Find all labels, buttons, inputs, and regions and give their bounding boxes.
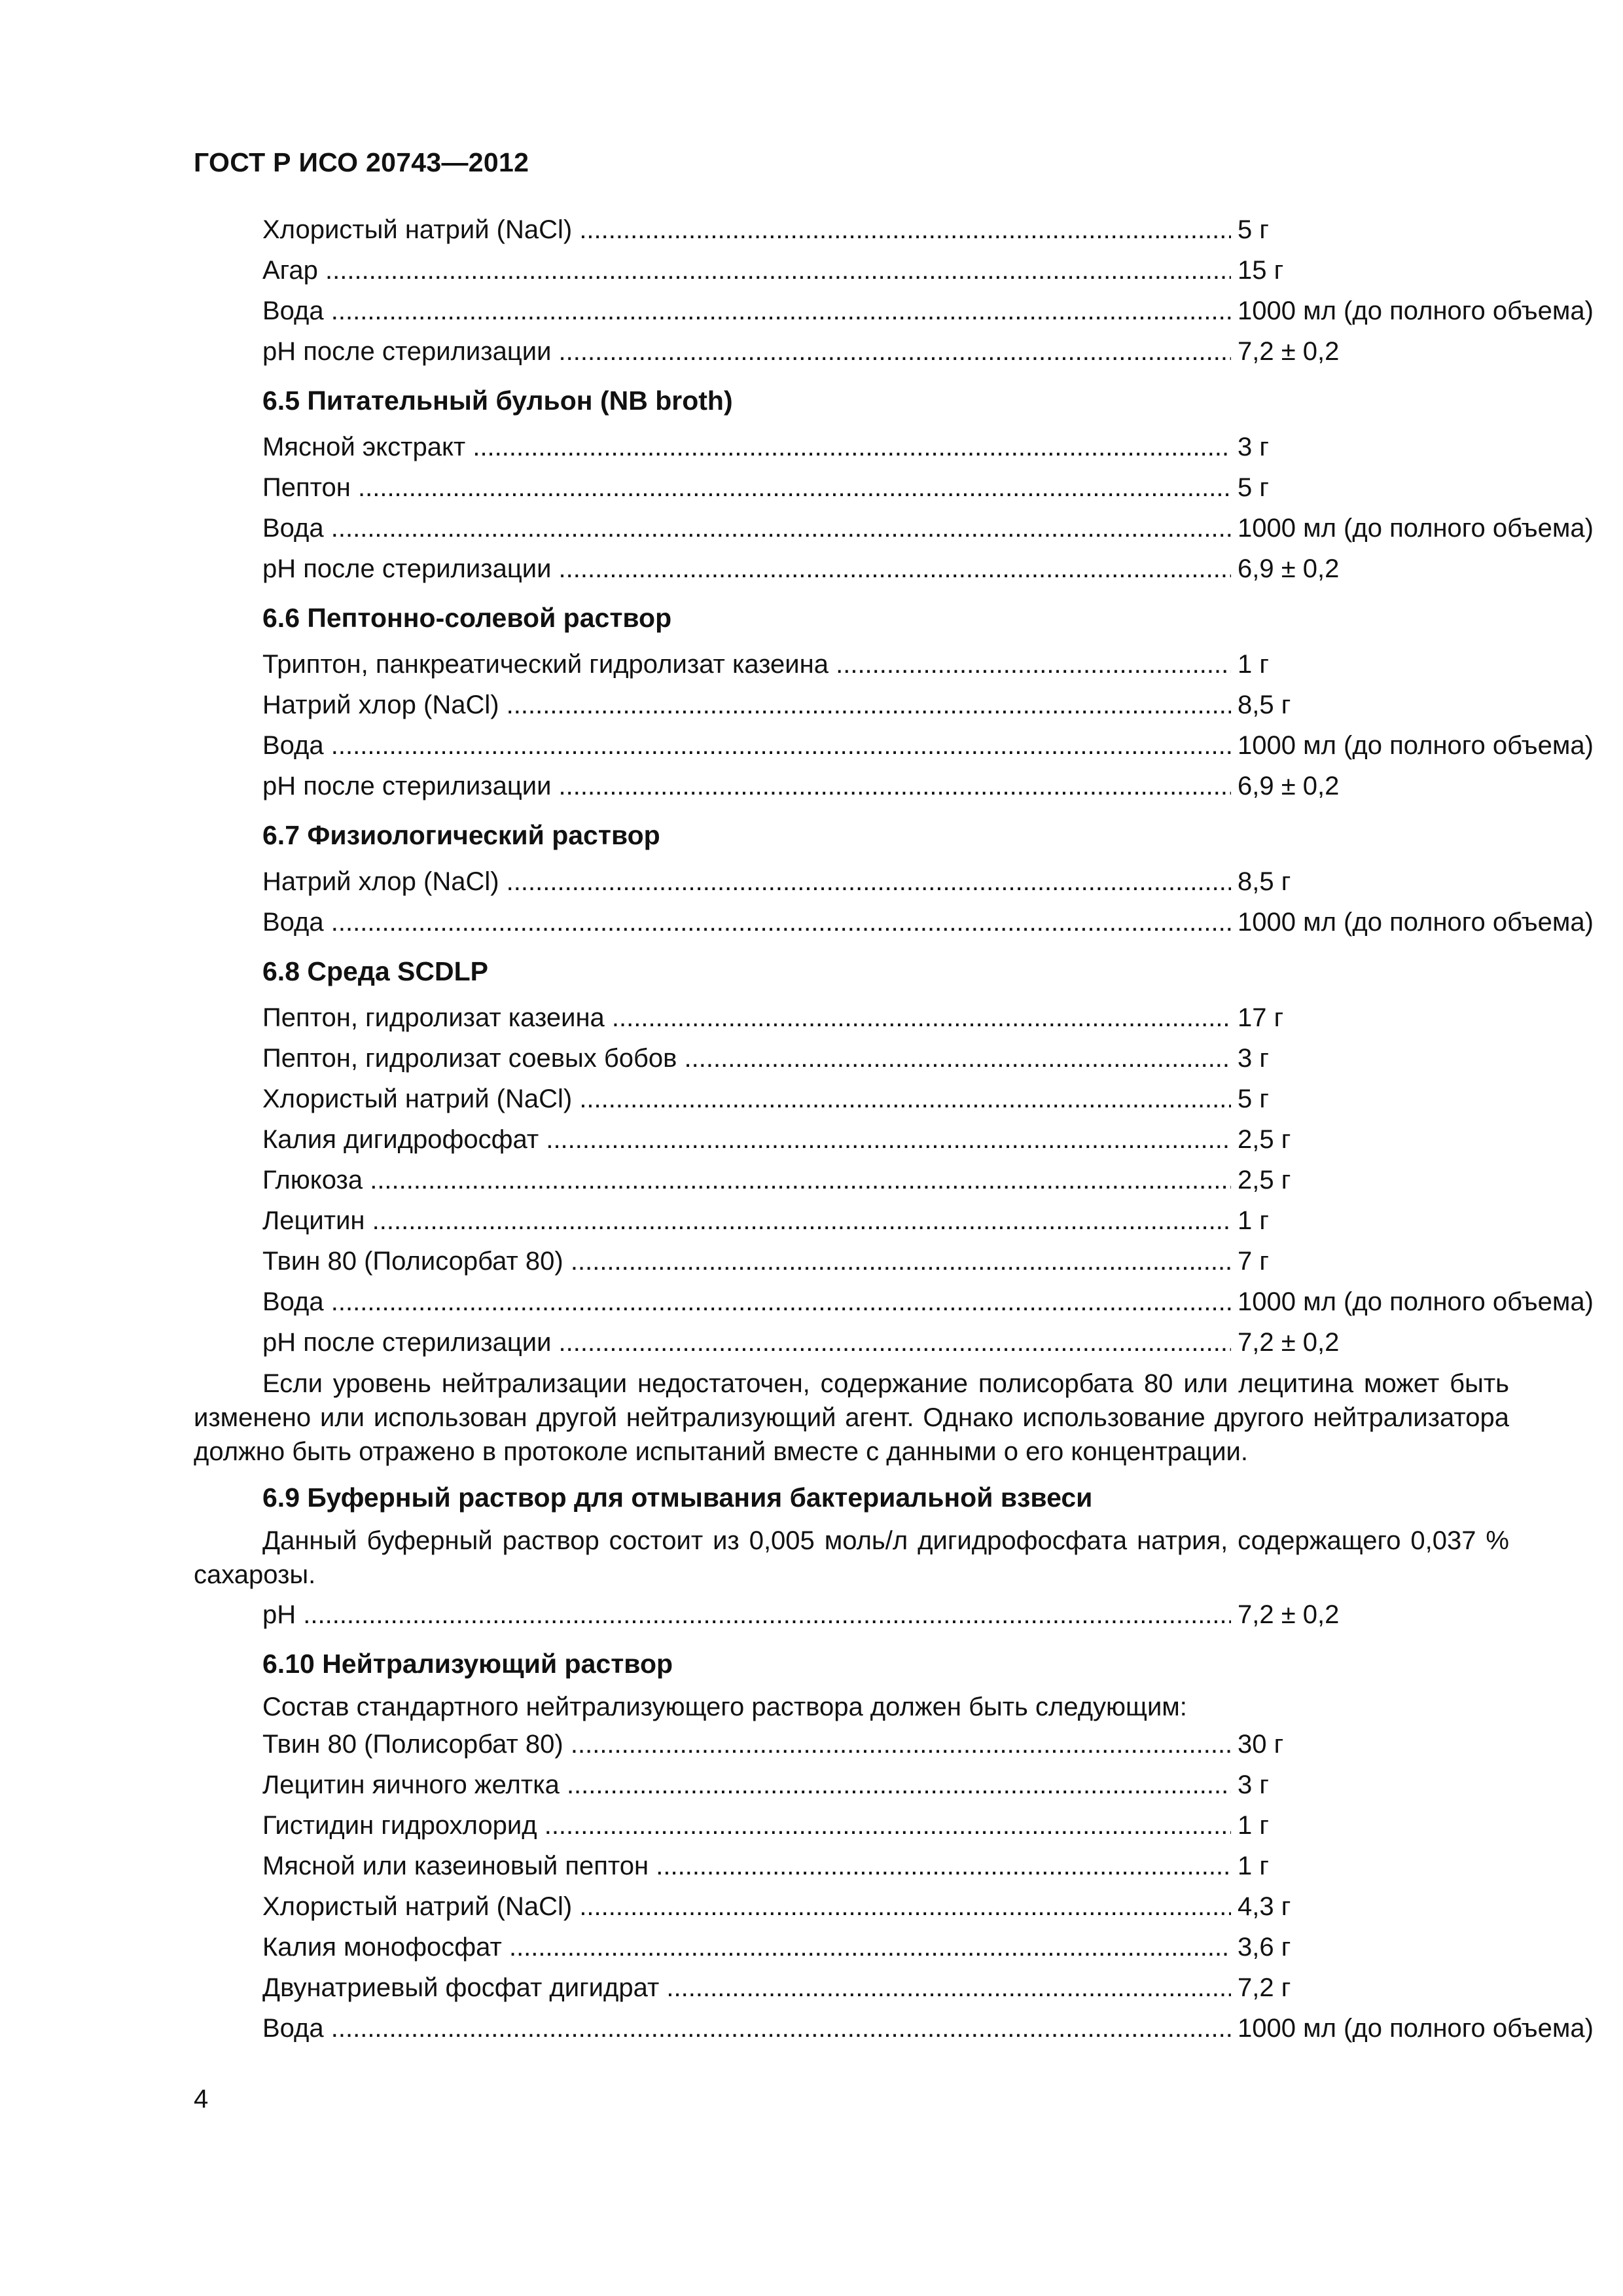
ingredient-value: 1 г [1238, 1852, 1269, 1880]
ingredient-value: 5 г [1238, 1085, 1269, 1113]
ingredient-name: рН после стерилизации ..... [262, 766, 1231, 806]
ingredient-value: 2,5 г [1238, 1166, 1291, 1194]
ingredient-row [194, 1038, 1509, 1079]
ingredient-name: Хлористый натрий (NaCl) ..... [262, 1079, 1231, 1119]
ingredient-value: 1000 мл (до полного объема) [1238, 2014, 1594, 2043]
section-heading: 6.10 Нейтрализующий раствор [262, 1649, 673, 1679]
document-header: ГОСТ Р ИСО 20743—2012 [194, 147, 529, 177]
ingredient-name: Хлористый натрий (NaCl) ..... [262, 1886, 1231, 1927]
ingredient-row [194, 1927, 1509, 1967]
section-intro: Состав стандартного нейтрализующего раствора должен быть следующим: [262, 1693, 1187, 1721]
ingredient-name: Хлористый натрий (NaCl) ..... [262, 209, 1231, 250]
ingredient-name: Двунатриевый фосфат дигидрат ..... [262, 1967, 1231, 2008]
ingredient-row [194, 902, 1594, 942]
ingredient-value: 4,3 г [1238, 1892, 1291, 1921]
ingredient-name: Лецитин ..... [262, 1200, 1231, 1241]
page-number: 4 [194, 2085, 209, 2113]
ingredient-name: рН после стерилизации ..... [262, 331, 1231, 372]
ingredient-name: Гистидин гидрохлорид ..... [262, 1805, 1231, 1846]
ingredient-row [194, 861, 1509, 902]
ingredient-name: Калия монофосфат ..... [262, 1927, 1231, 1967]
ingredient-value: 3 г [1238, 433, 1269, 461]
section-heading: 6.7 Физиологический раствор [262, 820, 660, 850]
ingredient-name: Вода ..... [262, 508, 1231, 548]
ingredient-value: 5 г [1238, 215, 1269, 244]
ingredient-row [194, 1886, 1509, 1927]
section-heading: 6.5 Питательный бульон (NB broth) [262, 386, 733, 416]
ingredient-value: 1000 мл (до полного объема) [1238, 731, 1594, 760]
ingredient-name: Пептон, гидролизат казеина ..... [262, 997, 1231, 1038]
ingredient-name: Вода ..... [262, 2008, 1231, 2049]
ingredient-value: 7,2 г [1238, 1973, 1291, 2002]
ingredient-row [194, 250, 1509, 291]
ingredient-row [194, 1846, 1509, 1886]
ingredient-row [194, 1282, 1594, 1322]
ingredient-row [194, 2008, 1594, 2049]
ingredient-name: Твин 80 (Полисорбат 80) ..... [262, 1241, 1231, 1282]
ingredient-value: 1 г [1238, 1206, 1269, 1235]
ingredient-row [194, 685, 1509, 725]
ingredient-row [194, 291, 1594, 331]
ingredient-value: 1000 мл (до полного объема) [1238, 1287, 1594, 1316]
ingredient-row [194, 209, 1509, 250]
ingredient-value: 7,2 ± 0,2 [1238, 1600, 1340, 1629]
ingredient-value: 2,5 г [1238, 1125, 1291, 1154]
ingredient-value: 7 г [1238, 1247, 1269, 1276]
ingredient-row [194, 1724, 1509, 1765]
ingredient-value: 1000 мл (до полного объема) [1238, 514, 1594, 543]
ingredient-name: Лецитин яичного желтка ..... [262, 1765, 1231, 1805]
ingredient-name: Натрий хлор (NaCl) ..... [262, 685, 1231, 725]
ingredient-row [194, 1119, 1509, 1160]
ingredient-value: 5 г [1238, 473, 1269, 502]
ingredient-row [194, 766, 1509, 806]
ingredient-name: Пептон ..... [262, 467, 1231, 508]
ingredient-row [194, 1079, 1509, 1119]
ingredient-value: 8,5 г [1238, 867, 1291, 896]
ingredient-value: 17 г [1238, 1003, 1284, 1032]
section-heading: 6.8 Среда SCDLP [262, 956, 489, 986]
ingredient-name: Твин 80 (Полисорбат 80) ..... [262, 1724, 1231, 1765]
ingredient-value: 6,9 ± 0,2 [1238, 772, 1340, 800]
ingredient-row [194, 508, 1594, 548]
ingredient-name: рН после стерилизации ..... [262, 1322, 1231, 1363]
ingredient-row [194, 331, 1509, 372]
ingredient-row [194, 1967, 1509, 2008]
ingredient-row [194, 1594, 1509, 1635]
ingredient-name: Агар ..... [262, 250, 1231, 291]
ingredient-name: Пептон, гидролизат соевых бобов ..... [262, 1038, 1231, 1079]
section-note: Если уровень нейтрализации недостаточен, содержание полисорбата 80 или лецитина может быть изменено или использован другой нейтрализующий агент. Однако использование другого нейтрализатора должно быть отражено в протоколе испытаний вместе с данными о его концентрации. [194, 1369, 1509, 1466]
ingredient-value: 3 г [1238, 1770, 1269, 1799]
ingredient-row [194, 548, 1509, 589]
ingredient-row [194, 1160, 1509, 1200]
ingredient-name: Натрий хлор (NaCl) ..... [262, 861, 1231, 902]
ingredient-name: рН после стерилизации ..... [262, 548, 1231, 589]
ingredient-value: 1 г [1238, 1811, 1269, 1840]
ingredient-name: Вода ..... [262, 291, 1231, 331]
ingredient-value: 3,6 г [1238, 1933, 1291, 1962]
ingredient-row [194, 1241, 1509, 1282]
ingredient-name: Калия дигидрофосфат ..... [262, 1119, 1231, 1160]
ingredient-row [194, 467, 1509, 508]
ingredient-value: 8,5 г [1238, 691, 1291, 719]
ingredient-row [194, 1765, 1509, 1805]
ingredient-value: 6,9 ± 0,2 [1238, 554, 1340, 583]
document-content [194, 209, 1594, 2049]
ingredient-row [194, 1322, 1509, 1363]
ingredient-row [194, 427, 1509, 467]
ingredient-name: Глюкоза ..... [262, 1160, 1231, 1200]
ingredient-value: 1000 мл (до полного объема) [1238, 908, 1594, 937]
ingredient-value: 30 г [1238, 1730, 1284, 1759]
ingredient-name: Мясной или казеиновый пептон ..... [262, 1846, 1231, 1886]
ingredient-row [194, 997, 1509, 1038]
ingredient-value: 7,2 ± 0,2 [1238, 1328, 1340, 1357]
section-heading: 6.9 Буферный раствор для отмывания бактериальной взвеси [262, 1482, 1093, 1513]
ingredient-name: Мясной экстракт ..... [262, 427, 1231, 467]
ingredient-name: Триптон, панкреатический гидролизат казеина ..... [262, 644, 1231, 685]
ingredient-value: 3 г [1238, 1044, 1269, 1073]
ingredient-value: 15 г [1238, 256, 1284, 285]
ingredient-name: рН ..... [262, 1594, 1231, 1635]
ingredient-value: 7,2 ± 0,2 [1238, 337, 1340, 366]
ingredient-row [194, 1805, 1509, 1846]
section-heading: 6.6 Пептонно-солевой раствор [262, 603, 672, 633]
ingredient-row [194, 644, 1509, 685]
ingredient-value: 1000 мл (до полного объема) [1238, 296, 1594, 325]
ingredient-row [194, 1200, 1509, 1241]
ingredient-name: Вода ..... [262, 902, 1231, 942]
section-intro: Данный буферный раствор состоит из 0,005 моль/л дигидрофосфата натрия, содержащего 0,037 % сахарозы. [194, 1526, 1509, 1589]
ingredient-name: Вода ..... [262, 1282, 1231, 1322]
ingredient-row [194, 725, 1594, 766]
ingredient-value: 1 г [1238, 650, 1269, 679]
ingredient-name: Вода ..... [262, 725, 1231, 766]
